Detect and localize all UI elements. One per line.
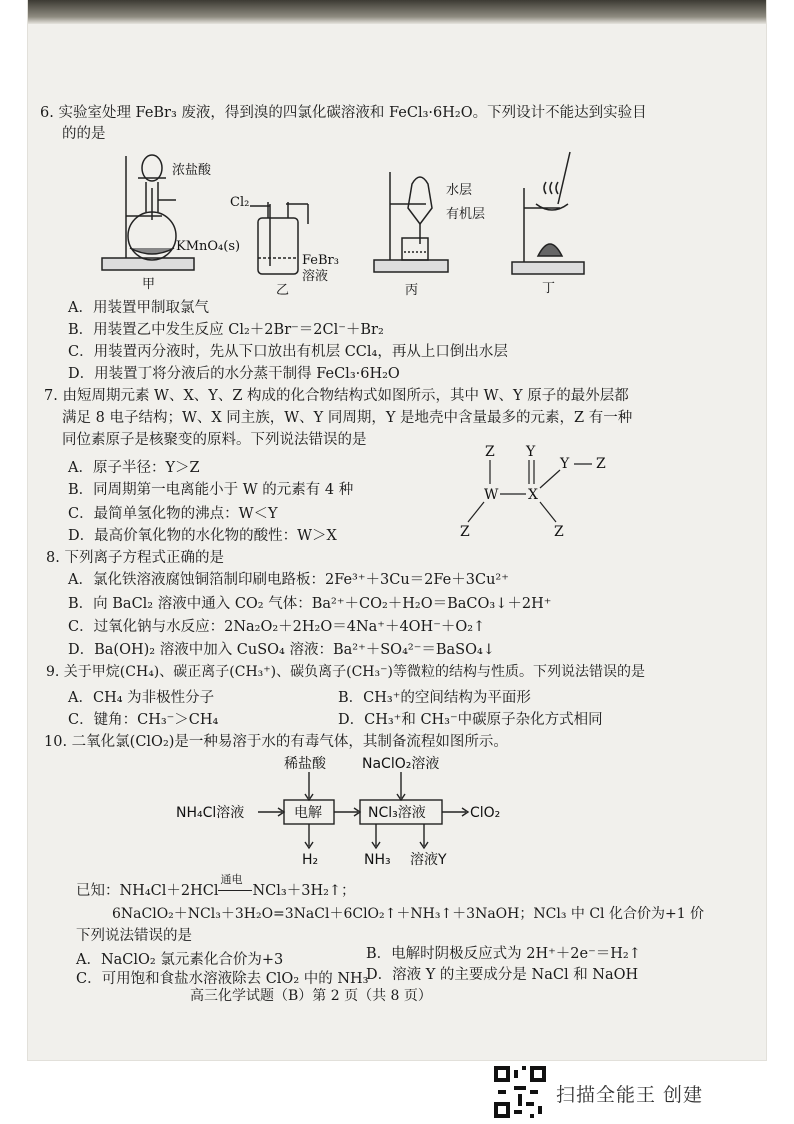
q7-stem-line1: 7. 由短周期元素 W、X、Y、Z 构成的化合物结构式如图所示，其中 W、Y 原子的最外层都: [44, 388, 629, 404]
flow-solution-y: 溶液Y: [410, 852, 447, 868]
q10-flowchart: [172, 752, 552, 870]
q9-option-c: C．键角：CH₃⁻＞CH₄: [68, 712, 219, 728]
label-kmno4: KMnO₄(s): [176, 239, 241, 254]
flow-nh3: NH₃: [364, 852, 391, 868]
label-jia: 甲: [142, 277, 156, 292]
q6-option-a: A．用装置甲制取氯气: [68, 300, 209, 316]
known-arrow: [218, 873, 252, 901]
flow-h2: H₂: [302, 852, 319, 868]
page-footer: 高三化学试题（B）第 2 页（共 8 页）: [190, 988, 432, 1004]
q10-known-line2: 6NaClO₂＋NCl₃＋3H₂O=3NaCl＋6ClO₂↑＋NH₃↑＋3NaOH；NCl₃ 中 Cl 化合价为+1 价: [112, 906, 705, 922]
label-bing: 丙: [405, 283, 419, 298]
q10-option-a: A．NaClO₂ 氯元素化合价为+3: [76, 952, 284, 968]
label-solution: 溶液: [302, 269, 329, 284]
atom-z-bottom-left: Z: [460, 524, 470, 540]
flow-naclo2: NaClO₂溶液: [362, 756, 440, 772]
q7-option-c: C．最简单氢化物的沸点：W＜Y: [68, 506, 278, 522]
label-febr3: FeBr₃: [302, 253, 339, 268]
scan-top-shadow: [28, 0, 766, 24]
flow-clo2: ClO₂: [470, 805, 501, 821]
q7-structure-formula: [450, 438, 630, 546]
q8-stem: 8. 下列离子方程式正确的是: [46, 550, 224, 566]
q9-option-d: D．CH₃⁺和 CH₃⁻中碳原子杂化方式相同: [338, 712, 603, 728]
q8-option-a: A．氯化铁溶液腐蚀铜箔制印刷电路板：2Fe³⁺＋3Cu＝2Fe＋3Cu²⁺: [68, 572, 509, 588]
atom-y-right: Y: [560, 456, 570, 472]
label-water-layer: 水层: [446, 183, 473, 198]
q10-option-d: D．溶液 Y 的主要成分是 NaCl 和 NaOH: [366, 967, 639, 983]
known-condition: 通电: [220, 873, 243, 886]
q8-option-d: D．Ba(OH)₂ 溶液中加入 CuSO₄ 溶液：Ba²⁺＋SO₄²⁻＝BaSO₄↓: [68, 642, 495, 658]
label-organic-layer: 有机层: [446, 207, 486, 222]
known-prefix: 已知：NH₄Cl＋2HCl: [76, 883, 219, 899]
q6-option-b: B．用装置乙中发生反应 Cl₂＋2Br⁻＝2Cl⁻＋Br₂: [68, 322, 384, 338]
q8-option-b: B．向 BaCl₂ 溶液中通入 CO₂ 气体：Ba²⁺＋CO₂＋H₂O＝BaCO₃↓＋2H⁺: [68, 596, 552, 612]
label-cl2: Cl₂: [230, 195, 250, 210]
q10-question: 下列说法错误的是: [76, 928, 192, 944]
atom-z-right: Z: [596, 456, 606, 472]
q6-option-c: C．用装置丙分液时，先从下口放出有机层 CCl₄，再从上口倒出水层: [68, 344, 508, 360]
q10-option-c: C．可用饱和食盐水溶液除去 ClO₂ 中的 NH₃: [76, 971, 369, 987]
apparatus-yi: [250, 202, 308, 274]
q9-stem: 9. 关于甲烷(CH₄)、碳正离子(CH₃⁺)、碳负离子(CH₃⁻)等微粒的结构与性质。下列说法错误的是: [46, 664, 645, 680]
qr-code-icon: [494, 1066, 546, 1118]
q7-option-a: A．原子半径：Y＞Z: [68, 460, 200, 476]
q6-stem-line1: 6. 实验室处理 FeBr₃ 废液，得到溴的四氯化碳溶液和 FeCl₃·6H₂O。下列设计不能达到实验目: [40, 105, 647, 121]
flow-nh4cl: NH₄Cl溶液: [176, 805, 245, 821]
label-ding: 丁: [542, 281, 556, 296]
q9-option-b: B．CH₃⁺的空间结构为平面形: [338, 690, 531, 706]
atom-w: W: [484, 487, 499, 503]
label-yi: 乙: [276, 283, 290, 298]
q6-stem-line2: 的的是: [62, 126, 106, 142]
flow-dilute-hcl: 稀盐酸: [284, 756, 326, 772]
apparatus-ding: [512, 152, 584, 274]
known-suffix: NCl₃＋3H₂↑；: [252, 883, 356, 899]
atom-y-top: Y: [526, 444, 536, 460]
q7-option-b: B．同周期第一电离能小于 W 的元素有 4 种: [68, 482, 354, 498]
q9-option-a: A．CH₄ 为非极性分子: [68, 690, 215, 706]
scanner-watermark: 扫描全能王 创建: [556, 1084, 704, 1106]
label-conc-hcl: 浓盐酸: [172, 163, 212, 178]
q10-known-line1: [76, 873, 356, 901]
q6-apparatus-figure: [90, 148, 590, 300]
atom-z-bottom-right: Z: [554, 524, 564, 540]
q10-stem: 10. 二氧化氯(ClO₂)是一种易溶于水的有毒气体，其制备流程如图所示。: [44, 734, 508, 750]
q6-option-d: D．用装置丁将分液后的水分蒸干制得 FeCl₃·6H₂O: [68, 366, 400, 382]
q8-option-c: C．过氧化钠与水反应：2Na₂O₂＋2H₂O＝4Na⁺＋4OH⁻＋O₂↑: [68, 619, 486, 635]
flow-electrolysis: 电解: [294, 805, 322, 821]
q7-stem-line3: 同位素原子是核聚变的原料。下列说法错误的是: [62, 432, 367, 448]
apparatus-bing: [374, 172, 448, 272]
atom-x: X: [528, 487, 538, 503]
flow-ncl3: NCl₃溶液: [368, 805, 426, 821]
q7-stem-line2: 满足 8 电子结构；W、X 同主族，W、Y 同周期，Y 是地壳中含量最多的元素，Z 有一种: [62, 410, 633, 426]
q7-option-d: D．最高价氧化物的水化物的酸性：W＞X: [68, 528, 337, 544]
atom-z-top: Z: [485, 444, 495, 460]
q10-option-b: B．电解时阴极反应式为 2H⁺＋2e⁻＝H₂↑: [366, 946, 641, 962]
